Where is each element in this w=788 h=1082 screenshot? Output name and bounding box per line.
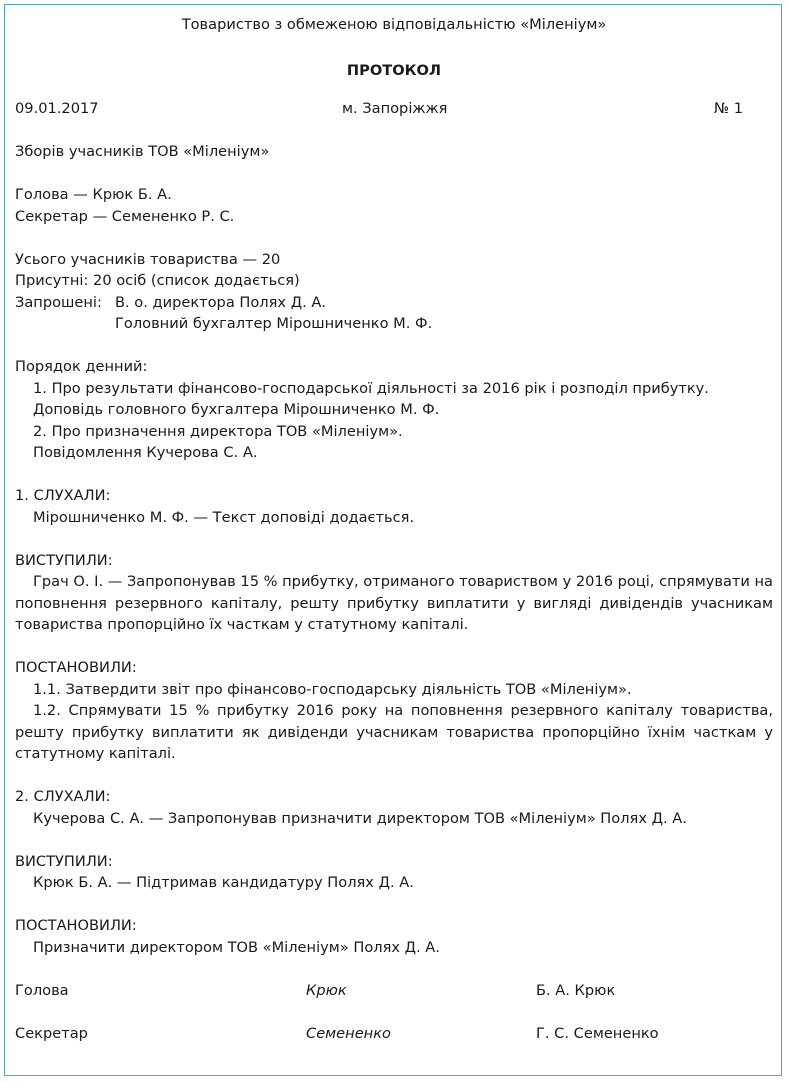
heard-heading: 1. СЛУХАЛИ: bbox=[15, 487, 111, 504]
spoke-text: Грач О. І. — Запропонував 15 % прибутку, отриманого товариством у 2016 році, спрямувати на поповнення резервного капіталу, решту прибутку виплатити у вигляді дивідендів учасникам товариства пропорційно їх часткам у статутному капіталі. bbox=[15, 573, 773, 633]
secretary-line: Секретар — Семененко Р. С. bbox=[15, 207, 235, 225]
signature-name: Б. А. Крюк bbox=[536, 981, 616, 999]
handwritten-signature: Семененко bbox=[306, 1024, 391, 1042]
agenda-item: Повідомлення Кучерова С. А. bbox=[33, 444, 258, 461]
agenda-item: 1. Про результати фінансово-господарської діяльності за 2016 рік і розподіл прибутку. bbox=[33, 379, 709, 397]
invited-label: Запрошені: bbox=[15, 293, 102, 311]
present-line: Присутні: 20 осіб (список додається) bbox=[15, 272, 300, 289]
signature-row bbox=[15, 1023, 773, 1045]
heard-heading: 2. СЛУХАЛИ: bbox=[15, 788, 111, 805]
resolution-item: 1.1. Затвердити звіт про фінансово-господарську діяльність ТОВ «Міленіум». bbox=[33, 680, 632, 698]
heard-text: Мірошниченко М. Ф. — Текст доповіді додається. bbox=[33, 508, 415, 526]
invited-row bbox=[15, 292, 773, 314]
invited-row bbox=[15, 313, 773, 335]
document-city: м. Запоріжжя bbox=[342, 100, 448, 117]
resolution-item: 1.2. Спрямувати 15 % прибутку 2016 року на поповнення резервного капіталу товариства, решту прибутку виплатити як дивіденди учасникам товариства пропорційно їхнім часткам у статутному капіталі. bbox=[15, 702, 773, 762]
agenda-item: 2. Про призначення директора ТОВ «Міленіум». bbox=[33, 422, 403, 440]
chair-line: Голова — Крюк Б. А. bbox=[15, 186, 172, 203]
protocol-document bbox=[15, 14, 773, 1044]
document-number: № 1 bbox=[713, 100, 743, 117]
total-participants: Усього учасників товариства — 20 bbox=[15, 250, 281, 268]
agenda-heading: Порядок денний: bbox=[15, 358, 148, 375]
invited-person: Головний бухгалтер Мірошниченко М. Ф. bbox=[115, 315, 433, 332]
heard-text: Кучерова С. А. — Запропонував призначити директором ТОВ «Міленіум» Полях Д. А. bbox=[33, 809, 687, 827]
document-date: 09.01.2017 bbox=[15, 100, 99, 117]
resolved-heading: ПОСТАНОВИЛИ: bbox=[15, 917, 137, 934]
meeting-name: Зборів учасників ТОВ «Міленіум» bbox=[15, 143, 270, 160]
spoke-text: Крюк Б. А. — Підтримав кандидатуру Полях Д. А. bbox=[33, 874, 414, 891]
signature-role: Голова bbox=[15, 981, 69, 999]
signature-row bbox=[15, 980, 773, 1002]
signature-name: Г. С. Семененко bbox=[536, 1024, 659, 1042]
resolution-item: Призначити директором ТОВ «Міленіум» Полях Д. А. bbox=[33, 938, 440, 956]
document-meta bbox=[15, 98, 773, 120]
spoke-heading: ВИСТУПИЛИ: bbox=[15, 852, 113, 870]
resolved-heading: ПОСТАНОВИЛИ: bbox=[15, 659, 137, 676]
agenda-item: Доповідь головного бухгалтера Мірошниченко М. Ф. bbox=[33, 401, 440, 418]
spoke-heading: ВИСТУПИЛИ: bbox=[15, 551, 113, 569]
organization-name: Товариство з обмеженою відповідальністю «Міленіум» bbox=[181, 16, 607, 33]
handwritten-signature: Крюк bbox=[306, 981, 347, 999]
signature-role: Секретар bbox=[15, 1024, 88, 1042]
invited-person: В. о. директора Полях Д. А. bbox=[115, 293, 326, 311]
document-title: ПРОТОКОЛ bbox=[346, 61, 442, 79]
